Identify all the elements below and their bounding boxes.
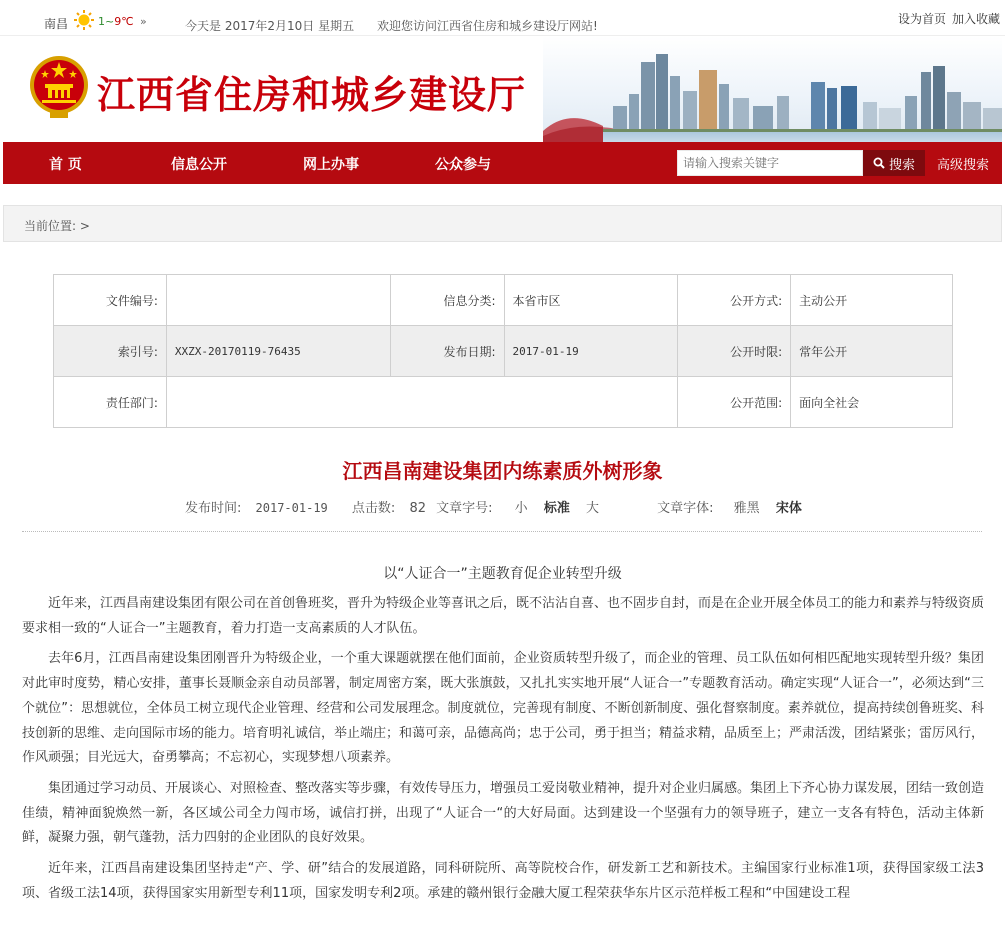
nav-item-home[interactable]: 首 页 bbox=[49, 157, 82, 173]
table-row bbox=[54, 377, 953, 428]
font-face-label: 文章字体: bbox=[657, 501, 714, 516]
advanced-search-link[interactable]: 高级搜索 bbox=[937, 158, 990, 173]
article-divider bbox=[22, 531, 982, 532]
search-input[interactable] bbox=[677, 150, 863, 176]
nav-item-info-disclosure[interactable]: 信息公开 bbox=[171, 157, 227, 173]
weather-more-arrow[interactable]: » bbox=[140, 15, 147, 28]
city-skyline-image bbox=[543, 36, 1002, 142]
publish-time-label: 发布时间: bbox=[185, 501, 242, 516]
top-bar bbox=[0, 0, 1005, 36]
breadcrumb bbox=[3, 205, 1002, 242]
nav-item-public-participation[interactable]: 公众参与 bbox=[435, 157, 491, 173]
search-button[interactable] bbox=[863, 150, 925, 176]
national-emblem-icon bbox=[28, 54, 90, 120]
publish-time-value: 2017-01-19 bbox=[255, 501, 328, 515]
article-paragraph: 近年来，江西昌南建设集团坚持走“产、学、研”结合的发展道路，同科研院所、高等院校合作，研发新工艺和新技术。主编国家行业标准1项，获得国家级工法3项、省级工法14项，获得国家实用新型专利11项，国家发明专利2项。承建的赣州银行金融大厦工程荣获华东片区示范样板工程和“中国建设工程 bbox=[22, 861, 984, 901]
search-icon bbox=[873, 157, 885, 169]
disclosure-method-value: 主动公开 bbox=[791, 275, 953, 326]
article-body bbox=[22, 592, 984, 912]
article-paragraph: 去年6月，江西昌南建设集团刚晋升为特级企业，一个重大课题就摆在他们面前，企业资质转型升级了，而企业的管理、员工队伍如何相匹配地实现转型升级？集团对此审时度势，精心安排，董事长聂顺金亲自动员部署，制定周密方案，既大张旗鼓，又扎扎实实地开展“人证合一”专题教育活动。确定实现“人证合一”，必须达到“三个就位”：思想就位，全体员工树立现代企业管理、经营和公司发展理念。制度就位，完善现有制度、不断创新制度、强化督察制度。素养就位，提高持续创鲁班奖、科技创新的思维、走向国际市场的能力。培育明礼诚信，举止端庄；和蔼可亲，品德高尚；忠于公司，勇于担当；精益求精，品质至上；严肃活泼，团结紧张；雷厉风行，作风顽强；目光远大，奋勇攀高；不忘初心，实现梦想八项素养。 bbox=[22, 651, 985, 766]
main-nav bbox=[3, 142, 1002, 184]
font-song-button[interactable]: 宋体 bbox=[775, 501, 802, 516]
font-size-small-button[interactable]: 小 bbox=[514, 501, 528, 516]
search-button-label: 搜索 bbox=[888, 157, 915, 173]
weather-city: 南昌 bbox=[44, 17, 69, 31]
doc-number-value bbox=[166, 275, 390, 326]
table-row bbox=[54, 326, 953, 377]
doc-number-label: 文件编号: bbox=[54, 275, 167, 326]
font-size-standard-button[interactable]: 标准 bbox=[543, 501, 570, 516]
font-yahei-button[interactable]: 雅黑 bbox=[733, 501, 760, 516]
disclosure-period-value: 常年公开 bbox=[791, 326, 953, 377]
sun-icon bbox=[73, 9, 95, 31]
disclosure-period-label: 公开时限: bbox=[678, 326, 791, 377]
header-banner bbox=[3, 36, 1002, 142]
table-row bbox=[54, 275, 953, 326]
disclosure-scope-label: 公开范围: bbox=[678, 377, 791, 428]
article-paragraph: 近年来，江西昌南建设集团有限公司在首创鲁班奖，晋升为特级企业等喜讯之后，既不沾沾自喜、也不固步自封，而是在企业开展全体员工的能力和素养与特级资质要求相一致的“人证合一”主题教育，着力打造一支高素质的人才队伍。 bbox=[22, 596, 985, 636]
add-favorite-link[interactable]: 加入收藏 bbox=[952, 12, 1001, 26]
disclosure-scope-value: 面向全社会 bbox=[791, 377, 953, 428]
info-category-label: 信息分类: bbox=[390, 275, 504, 326]
document-info-table bbox=[53, 274, 953, 428]
article-meta bbox=[185, 497, 802, 516]
set-home-link[interactable]: 设为首页 bbox=[898, 12, 947, 26]
article-paragraph: 集团通过学习动员、开展谈心、对照检查、整改落实等步骤，有效传导压力，增强员工爱岗敬业精神，提升对企业归属感。集团上下齐心协力谋发展，团结一致创造佳绩，精神面貌焕然一新，各区域公司全力闯市场，诚信打拼，出现了“人证合一“的大好局面。达到建设一个坚强有力的领导班子，建立一支各有特色，活动主体新鲜，凝聚力强，朝气蓬勃，活力四射的企业团队的良好效果。 bbox=[22, 780, 985, 846]
info-category-value: 本省市区 bbox=[504, 275, 678, 326]
responsible-dept-label: 责任部门: bbox=[54, 377, 167, 428]
font-size-label: 文章字号: bbox=[436, 501, 493, 516]
clicks-label: 点击数: bbox=[351, 501, 396, 516]
article-title: 江西昌南建设集团内练素质外树形象 bbox=[342, 459, 663, 483]
article-subtitle: 以“人证合一”主题教育促企业转型升级 bbox=[383, 566, 622, 582]
responsible-dept-value bbox=[166, 377, 677, 428]
welcome-text: 欢迎您访问江西省住房和城乡建设厅网站! bbox=[377, 19, 598, 33]
clicks-value: 82 bbox=[409, 501, 426, 516]
publish-date-label: 发布日期: bbox=[390, 326, 504, 377]
index-number-label: 索引号: bbox=[54, 326, 167, 377]
weather-temp: 1~9℃ bbox=[98, 15, 134, 28]
font-size-large-button[interactable]: 大 bbox=[585, 501, 599, 516]
site-title: 江西省住房和城乡建设厅 bbox=[97, 72, 527, 117]
nav-item-online-services[interactable]: 网上办事 bbox=[303, 157, 359, 173]
publish-date-value: 2017-01-19 bbox=[504, 326, 678, 377]
disclosure-method-label: 公开方式: bbox=[678, 275, 791, 326]
index-number-value: XXZX-20170119-76435 bbox=[166, 326, 390, 377]
breadcrumb-text: 当前位置: > bbox=[24, 219, 90, 233]
current-date: 今天是 2017年2月10日 星期五 bbox=[185, 19, 355, 33]
